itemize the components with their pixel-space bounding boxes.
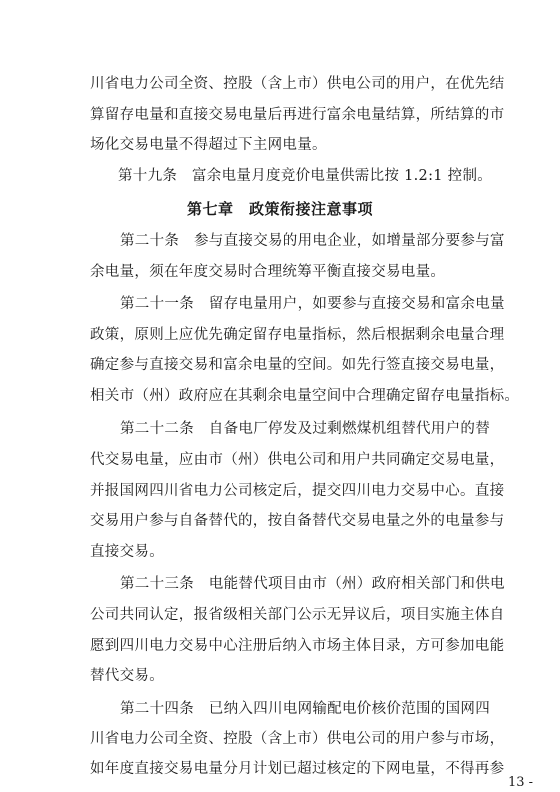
article-21: 第二十一条 留存电量用户，如要参与直接交易和富余电量 xyxy=(120,296,505,312)
page-number: 13 - xyxy=(508,775,534,790)
chapter-heading: 第七章 政策衔接注意事项 xyxy=(186,200,373,218)
article-19: 第十九条 富余电量月度竞价电量供需比按 1.2:1 控制。 xyxy=(118,168,493,184)
text-line: 余电量，须在年度交易时合理统筹平衡直接交易电量。 xyxy=(90,264,446,280)
text-line: 确定参与直接交易和富余电量的空间。如先行签直接交易电量， xyxy=(90,357,505,373)
text-line: 川省电力公司全资、控股（含上市）供电公司的用户参与市场， xyxy=(90,731,505,747)
text-line: 川省电力公司全资、控股（含上市）供电公司的用户，在优先结 xyxy=(90,76,505,92)
text-line: 政策，原则上应优先确定留存电量指标，然后根据剩余电量合理 xyxy=(90,327,505,343)
text-line: 替代交易。 xyxy=(90,668,164,684)
article-20: 第二十条 参与直接交易的用电企业，如增量部分要参与富 xyxy=(120,233,505,249)
text-line: 如年度直接交易电量分月计划已超过核定的下网电量，不得再参 xyxy=(90,761,505,777)
text-line: 公司共同认定，报省级相关部门公示无异议后，项目实施主体自 xyxy=(90,607,505,623)
text-line: 直接交易。 xyxy=(90,544,164,560)
text-line: 相关市（州）政府应在其剩余电量空间中合理确定留存电量指标。 xyxy=(90,388,520,404)
text-line: 场化交易电量不得超过下主网电量。 xyxy=(90,137,327,153)
article-23: 第二十三条 电能替代项目由市（州）政府相关部门和供电 xyxy=(120,576,505,592)
text-line: 愿到四川电力交易中心注册后纳入市场主体目录，方可参加电能 xyxy=(90,638,505,654)
text-line: 代交易电量，应由市（州）供电公司和用户共同确定交易电量， xyxy=(90,452,505,468)
article-24: 第二十四条 已纳入四川电网输配电价核价范围的国网四 xyxy=(120,701,490,717)
text-line: 交易用户参与自备替代的，按自备替代交易电量之外的电量参与 xyxy=(90,513,505,529)
text-line: 并报国网四川省电力公司核定后，提交四川电力交易中心。直接 xyxy=(90,483,505,499)
article-22: 第二十二条 自备电厂停发及过剩燃煤机组替代用户的替 xyxy=(120,421,490,437)
text-line: 算留存电量和直接交易电量后再进行富余电量结算，所结算的市 xyxy=(90,107,505,123)
